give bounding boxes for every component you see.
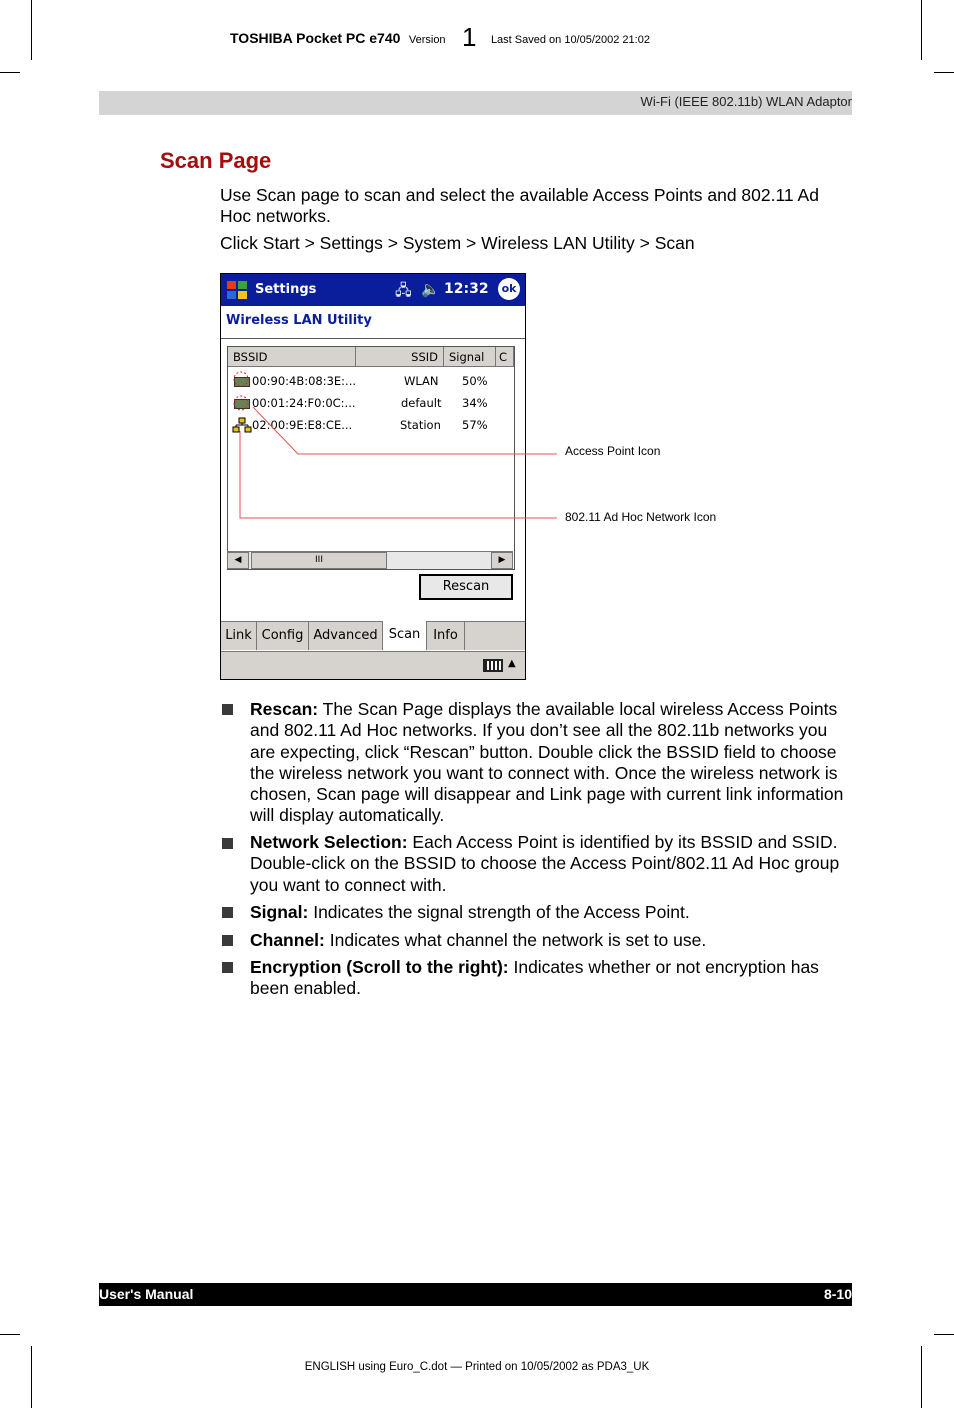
callout-adhoc: 802.11 Ad Hoc Network Icon: [565, 510, 717, 524]
section-title: Scan Page: [160, 148, 272, 173]
bullet-icon: [222, 704, 233, 715]
clock[interactable]: 12:32: [444, 281, 489, 297]
ok-button[interactable]: ok: [498, 278, 520, 300]
signal-cell: 34%: [462, 396, 488, 410]
bullet-text: The Scan Page displays the available local wireless Access Points and 802.11 Ad Hoc networks. If you don’t see all the 802.11b networks you are expecting, click “Rescan” button. Double click the BSSID field to choose the wireless network you want to connect with. Once the wireless network is chosen, Scan page will disappear and Link page with current link information will display automatically.: [250, 699, 844, 826]
bullet-text: Indicates the signal strength of the Access Point.: [308, 902, 690, 922]
product-name: TOSHIBA Pocket PC e740: [230, 30, 401, 46]
bullet-text: Each Access Point is identified by its BSSID and SSID. Double-click on the BSSID to choose the Access Point/802.11 Ad Hoc group you want to connect with.: [250, 832, 840, 895]
callout-access-point: Access Point Icon: [565, 444, 661, 458]
page-number: 8-10: [823, 1286, 852, 1302]
list-item: [250, 832, 850, 896]
column-header-bssid[interactable]: BSSID: [228, 347, 356, 367]
callout-lines: [0, 0, 954, 700]
list-item: [250, 902, 850, 923]
version-label: Version: [408, 34, 446, 46]
navigation-path: Click Start > Settings > System > Wireless LAN Utility > Scan: [220, 233, 695, 253]
scroll-thumb[interactable]: III: [251, 552, 387, 569]
tab-info[interactable]: Info: [427, 622, 465, 650]
tab-config[interactable]: Config: [257, 622, 309, 650]
bullet-icon: [222, 962, 233, 973]
rescan-button[interactable]: Rescan: [419, 574, 513, 600]
connectivity-icon[interactable]: 🖧: [395, 281, 412, 299]
bullet-term: Network Selection:: [250, 832, 408, 852]
crop-mark: [934, 1334, 954, 1335]
tab-scan[interactable]: Scan: [383, 621, 427, 650]
signal-cell: 50%: [462, 374, 488, 388]
last-saved: Last Saved on 10/05/2002 21:02: [490, 34, 650, 46]
scroll-left-icon[interactable]: ◀: [227, 552, 249, 569]
column-header-signal[interactable]: Signal: [444, 347, 496, 367]
print-info: ENGLISH using Euro_C.dot — Printed on 10/05/2002 as PDA3_UK: [304, 1361, 650, 1373]
chapter-title: Wi-Fi (IEEE 802.11b) WLAN Adaptor: [640, 94, 852, 109]
bullet-icon: [222, 907, 233, 918]
ssid-cell: default: [401, 396, 442, 410]
ssid-cell: Station: [400, 418, 441, 432]
scroll-right-icon[interactable]: ▶: [491, 552, 513, 569]
column-header-channel[interactable]: C: [496, 347, 514, 367]
tab-advanced[interactable]: Advanced: [309, 622, 383, 650]
ssid-cell: WLAN: [404, 374, 439, 388]
bullet-text: Indicates whether or not encryption has been enabled.: [250, 957, 819, 999]
manual-title: User's Manual: [99, 1286, 194, 1302]
bullet-text: Indicates what channel the network is set to use.: [324, 930, 707, 950]
crop-mark: [31, 1346, 32, 1408]
speaker-icon[interactable]: 🔈: [421, 280, 440, 298]
bullet-term: Channel:: [250, 930, 325, 950]
list-item: [250, 930, 850, 951]
intro-paragraph: Use Scan page to scan and select the available Access Points and 802.11 Ad Hoc networks.: [220, 185, 819, 226]
bullet-icon: [222, 935, 233, 946]
bullet-term: Rescan:: [250, 699, 319, 719]
crop-mark: [0, 1334, 20, 1335]
bssid-cell: 00:90:4B:08:3E:...: [252, 374, 357, 388]
version-number: 1: [462, 22, 477, 52]
utility-title: Wireless LAN Utility: [226, 313, 372, 328]
bullet-term: Encryption (Scroll to the right):: [250, 957, 509, 977]
column-header-ssid[interactable]: SSID: [356, 347, 444, 367]
list-item: [250, 957, 850, 1000]
list-item: [250, 699, 850, 827]
bullet-icon: [222, 838, 233, 849]
footer-band: [99, 1283, 852, 1306]
bssid-cell: 02:00:9E:E8:CE...: [252, 418, 353, 432]
app-title: Settings: [255, 282, 317, 297]
crop-mark: [921, 1346, 922, 1408]
signal-cell: 57%: [462, 418, 488, 432]
input-menu-arrow-icon[interactable]: ▲: [508, 658, 516, 669]
bullet-term: Signal:: [250, 902, 309, 922]
bssid-cell: 00:01:24:F0:0C:...: [252, 396, 356, 410]
tab-link[interactable]: Link: [221, 622, 257, 650]
